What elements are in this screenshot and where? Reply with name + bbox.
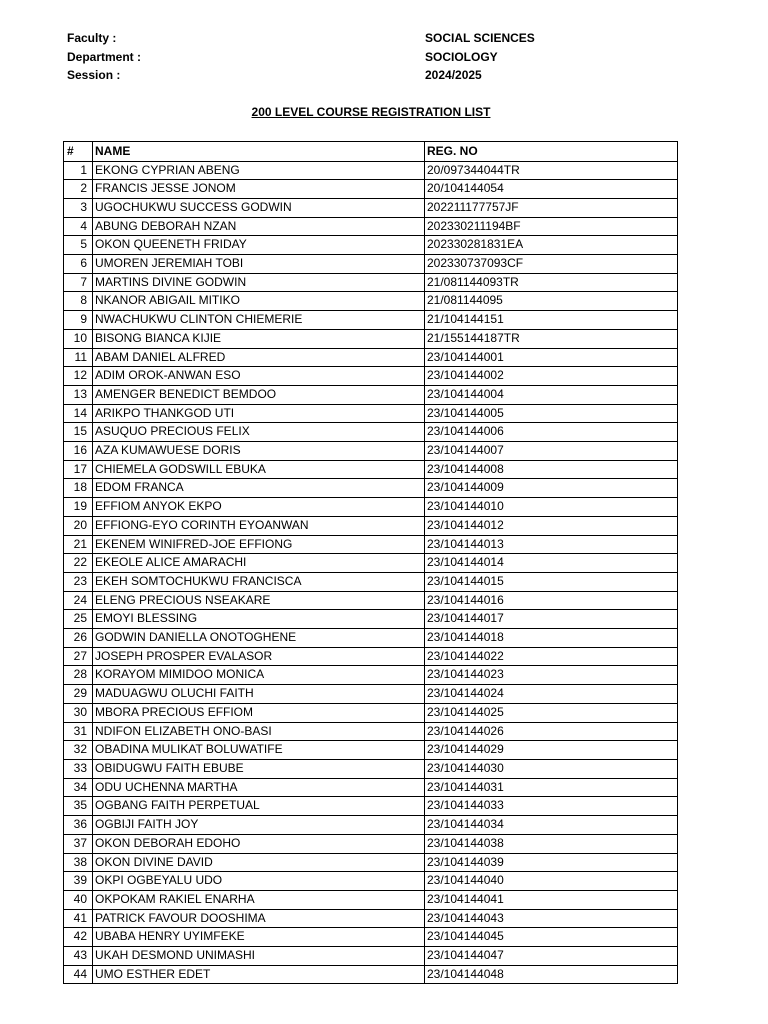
reg-number-cell: 202330211194BF (425, 217, 678, 236)
reg-number-cell: 202211177757JF (425, 198, 678, 217)
reg-number-cell: 23/104144001 (425, 348, 678, 367)
reg-number-cell: 23/104144012 (425, 516, 678, 535)
row-number-cell: 6 (64, 255, 93, 274)
table-row (64, 572, 678, 591)
table-row (64, 760, 678, 779)
table-row (64, 442, 678, 461)
student-name-cell: MADUAGWU OLUCHI FAITH (93, 685, 425, 704)
table-row (64, 180, 678, 199)
reg-number-cell: 23/104144017 (425, 610, 678, 629)
table-row (64, 834, 678, 853)
row-number-cell: 21 (64, 535, 93, 554)
row-number-cell: 16 (64, 442, 93, 461)
row-number-cell: 3 (64, 198, 93, 217)
reg-number-cell: 23/104144045 (425, 928, 678, 947)
row-number-cell: 13 (64, 385, 93, 404)
row-number-cell: 18 (64, 479, 93, 498)
column-header-number: # (64, 142, 93, 162)
row-number-cell: 11 (64, 348, 93, 367)
reg-number-cell: 23/104144006 (425, 423, 678, 442)
department-row (67, 48, 627, 67)
student-name-cell: EDOM FRANCA (93, 479, 425, 498)
reg-number-cell: 23/104144009 (425, 479, 678, 498)
table-row (64, 236, 678, 255)
table-row (64, 797, 678, 816)
row-number-cell: 36 (64, 816, 93, 835)
student-name-cell: UBABA HENRY UYIMFEKE (93, 928, 425, 947)
reg-number-cell: 23/104144022 (425, 647, 678, 666)
table-row (64, 255, 678, 274)
student-name-cell: OKPOKAM RAKIEL ENARHA (93, 890, 425, 909)
reg-number-cell: 23/104144047 (425, 947, 678, 966)
department-value: SOCIOLOGY (425, 49, 498, 64)
table-row (64, 947, 678, 966)
row-number-cell: 39 (64, 872, 93, 891)
student-name-cell: EMOYI BLESSING (93, 610, 425, 629)
row-number-cell: 1 (64, 161, 93, 180)
table-row (64, 367, 678, 386)
row-number-cell: 17 (64, 460, 93, 479)
row-number-cell: 37 (64, 834, 93, 853)
row-number-cell: 25 (64, 610, 93, 629)
row-number-cell: 29 (64, 685, 93, 704)
reg-number-cell: 20/104144054 (425, 180, 678, 199)
row-number-cell: 43 (64, 947, 93, 966)
row-number-cell: 41 (64, 909, 93, 928)
reg-number-cell: 202330281831EA (425, 236, 678, 255)
student-name-cell: ABAM DANIEL ALFRED (93, 348, 425, 367)
student-name-cell: AMENGER BENEDICT BEMDOO (93, 385, 425, 404)
reg-number-cell: 23/104144031 (425, 778, 678, 797)
table-row (64, 161, 678, 180)
column-header-reg-no: REG. NO (425, 142, 678, 162)
student-name-cell: ODU UCHENNA MARTHA (93, 778, 425, 797)
student-name-cell: NWACHUKWU CLINTON CHIEMERIE (93, 311, 425, 330)
student-name-cell: OKON QUEENETH FRIDAY (93, 236, 425, 255)
reg-number-cell: 23/104144033 (425, 797, 678, 816)
row-number-cell: 4 (64, 217, 93, 236)
table-row (64, 535, 678, 554)
table-row (64, 292, 678, 311)
department-label: Department : (67, 49, 142, 64)
table-row (64, 853, 678, 872)
table-row (64, 217, 678, 236)
reg-number-cell: 23/104144038 (425, 834, 678, 853)
reg-number-cell: 23/104144030 (425, 760, 678, 779)
table-row (64, 348, 678, 367)
table-row (64, 666, 678, 685)
table-row (64, 816, 678, 835)
student-name-cell: ASUQUO PRECIOUS FELIX (93, 423, 425, 442)
reg-number-cell: 23/104144004 (425, 385, 678, 404)
student-name-cell: ADIM OROK-ANWAN ESO (93, 367, 425, 386)
row-number-cell: 33 (64, 760, 93, 779)
reg-number-cell: 21/081144093TR (425, 273, 678, 292)
row-number-cell: 14 (64, 404, 93, 423)
reg-number-cell: 23/104144016 (425, 591, 678, 610)
row-number-cell: 40 (64, 890, 93, 909)
table-row (64, 722, 678, 741)
faculty-row (67, 29, 627, 48)
table-row (64, 778, 678, 797)
table-row (64, 685, 678, 704)
table-row (64, 909, 678, 928)
row-number-cell: 26 (64, 629, 93, 648)
student-name-cell: OKON DIVINE DAVID (93, 853, 425, 872)
student-name-cell: EFFIOM ANYOK EKPO (93, 498, 425, 517)
reg-number-cell: 202330737093CF (425, 255, 678, 274)
student-name-cell: UMO ESTHER EDET (93, 965, 425, 984)
student-name-cell: MARTINS DIVINE GODWIN (93, 273, 425, 292)
document-title: 200 LEVEL COURSE REGISTRATION LIST (251, 105, 491, 119)
row-number-cell: 34 (64, 778, 93, 797)
student-name-cell: OKON DEBORAH EDOHO (93, 834, 425, 853)
row-number-cell: 23 (64, 572, 93, 591)
faculty-value: SOCIAL SCIENCES (425, 31, 535, 45)
student-name-cell: ELENG PRECIOUS NSEAKARE (93, 591, 425, 610)
table-row (64, 479, 678, 498)
reg-number-cell: 21/104144151 (425, 311, 678, 330)
student-name-cell: ARIKPO THANKGOD UTI (93, 404, 425, 423)
row-number-cell: 5 (64, 236, 93, 255)
reg-number-cell: 23/104144025 (425, 703, 678, 722)
reg-number-cell: 20/097344044TR (425, 161, 678, 180)
row-number-cell: 44 (64, 965, 93, 984)
table-row (64, 273, 678, 292)
student-name-cell: EFFIONG-EYO CORINTH EYOANWAN (93, 516, 425, 535)
table-row (64, 385, 678, 404)
student-name-cell: OGBIJI FAITH JOY (93, 816, 425, 835)
student-name-cell: EKEH SOMTOCHUKWU FRANCISCA (93, 572, 425, 591)
row-number-cell: 9 (64, 311, 93, 330)
student-name-cell: MBORA PRECIOUS EFFIOM (93, 703, 425, 722)
table-row (64, 516, 678, 535)
student-name-cell: GODWIN DANIELLA ONOTOGHENE (93, 629, 425, 648)
student-name-cell: OBIDUGWU FAITH EBUBE (93, 760, 425, 779)
table-row (64, 554, 678, 573)
row-number-cell: 42 (64, 928, 93, 947)
table-row (64, 629, 678, 648)
reg-number-cell: 23/104144041 (425, 890, 678, 909)
table-body (64, 161, 678, 984)
table-row (64, 610, 678, 629)
document-header (67, 29, 627, 85)
row-number-cell: 27 (64, 647, 93, 666)
row-number-cell: 10 (64, 329, 93, 348)
row-number-cell: 32 (64, 741, 93, 760)
student-name-cell: KORAYOM MIMIDOO MONICA (93, 666, 425, 685)
reg-number-cell: 23/104144034 (425, 816, 678, 835)
reg-number-cell: 23/104144005 (425, 404, 678, 423)
table-row (64, 198, 678, 217)
session-row (67, 66, 627, 85)
student-name-cell: UMOREN JEREMIAH TOBI (93, 255, 425, 274)
student-name-cell: NKANOR ABIGAIL MITIKO (93, 292, 425, 311)
table-header-row (64, 142, 678, 162)
student-name-cell: FRANCIS JESSE JONOM (93, 180, 425, 199)
student-name-cell: OGBANG FAITH PERPETUAL (93, 797, 425, 816)
table-row (64, 928, 678, 947)
row-number-cell: 31 (64, 722, 93, 741)
registration-table (63, 141, 678, 984)
student-name-cell: AZA KUMAWUESE DORIS (93, 442, 425, 461)
row-number-cell: 15 (64, 423, 93, 442)
reg-number-cell: 23/104144043 (425, 909, 678, 928)
reg-number-cell: 23/104144010 (425, 498, 678, 517)
student-name-cell: UGOCHUKWU SUCCESS GODWIN (93, 198, 425, 217)
student-name-cell: EKONG CYPRIAN ABENG (93, 161, 425, 180)
student-name-cell: OBADINA MULIKAT BOLUWATIFE (93, 741, 425, 760)
row-number-cell: 20 (64, 516, 93, 535)
reg-number-cell: 23/104144002 (425, 367, 678, 386)
reg-number-cell: 23/104144008 (425, 460, 678, 479)
student-name-cell: PATRICK FAVOUR DOOSHIMA (93, 909, 425, 928)
reg-number-cell: 23/104144024 (425, 685, 678, 704)
column-header-name: NAME (93, 142, 425, 162)
row-number-cell: 12 (64, 367, 93, 386)
student-name-cell: NDIFON ELIZABETH ONO-BASI (93, 722, 425, 741)
table-row (64, 498, 678, 517)
student-name-cell: OKPI OGBEYALU UDO (93, 872, 425, 891)
table-row (64, 329, 678, 348)
session-label: Session : (67, 68, 121, 83)
student-name-cell: EKEOLE ALICE AMARACHI (93, 554, 425, 573)
table-row (64, 890, 678, 909)
reg-number-cell: 23/104144026 (425, 722, 678, 741)
reg-number-cell: 23/104144013 (425, 535, 678, 554)
reg-number-cell: 23/104144014 (425, 554, 678, 573)
table-row (64, 460, 678, 479)
row-number-cell: 24 (64, 591, 93, 610)
row-number-cell: 30 (64, 703, 93, 722)
row-number-cell: 28 (64, 666, 93, 685)
reg-number-cell: 21/081144095 (425, 292, 678, 311)
reg-number-cell: 23/104144040 (425, 872, 678, 891)
row-number-cell: 8 (64, 292, 93, 311)
student-name-cell: BISONG BIANCA KIJIE (93, 329, 425, 348)
reg-number-cell: 23/104144039 (425, 853, 678, 872)
row-number-cell: 2 (64, 180, 93, 199)
table-row (64, 311, 678, 330)
faculty-label: Faculty : (67, 31, 117, 45)
row-number-cell: 22 (64, 554, 93, 573)
session-value: 2024/2025 (425, 68, 482, 83)
student-name-cell: JOSEPH PROSPER EVALASOR (93, 647, 425, 666)
row-number-cell: 38 (64, 853, 93, 872)
table-row (64, 872, 678, 891)
row-number-cell: 19 (64, 498, 93, 517)
reg-number-cell: 23/104144015 (425, 572, 678, 591)
student-name-cell: UKAH DESMOND UNIMASHI (93, 947, 425, 966)
table-row (64, 965, 678, 984)
table-row (64, 404, 678, 423)
student-name-cell: ABUNG DEBORAH NZAN (93, 217, 425, 236)
table-row (64, 741, 678, 760)
table-row (64, 591, 678, 610)
table-row (64, 647, 678, 666)
table-row (64, 703, 678, 722)
table-row (64, 423, 678, 442)
reg-number-cell: 23/104144048 (425, 965, 678, 984)
reg-number-cell: 23/104144007 (425, 442, 678, 461)
reg-number-cell: 23/104144029 (425, 741, 678, 760)
student-name-cell: CHIEMELA GODSWILL EBUKA (93, 460, 425, 479)
row-number-cell: 35 (64, 797, 93, 816)
row-number-cell: 7 (64, 273, 93, 292)
reg-number-cell: 23/104144018 (425, 629, 678, 648)
reg-number-cell: 23/104144023 (425, 666, 678, 685)
student-name-cell: EKENEM WINIFRED-JOE EFFIONG (93, 535, 425, 554)
reg-number-cell: 21/155144187TR (425, 329, 678, 348)
